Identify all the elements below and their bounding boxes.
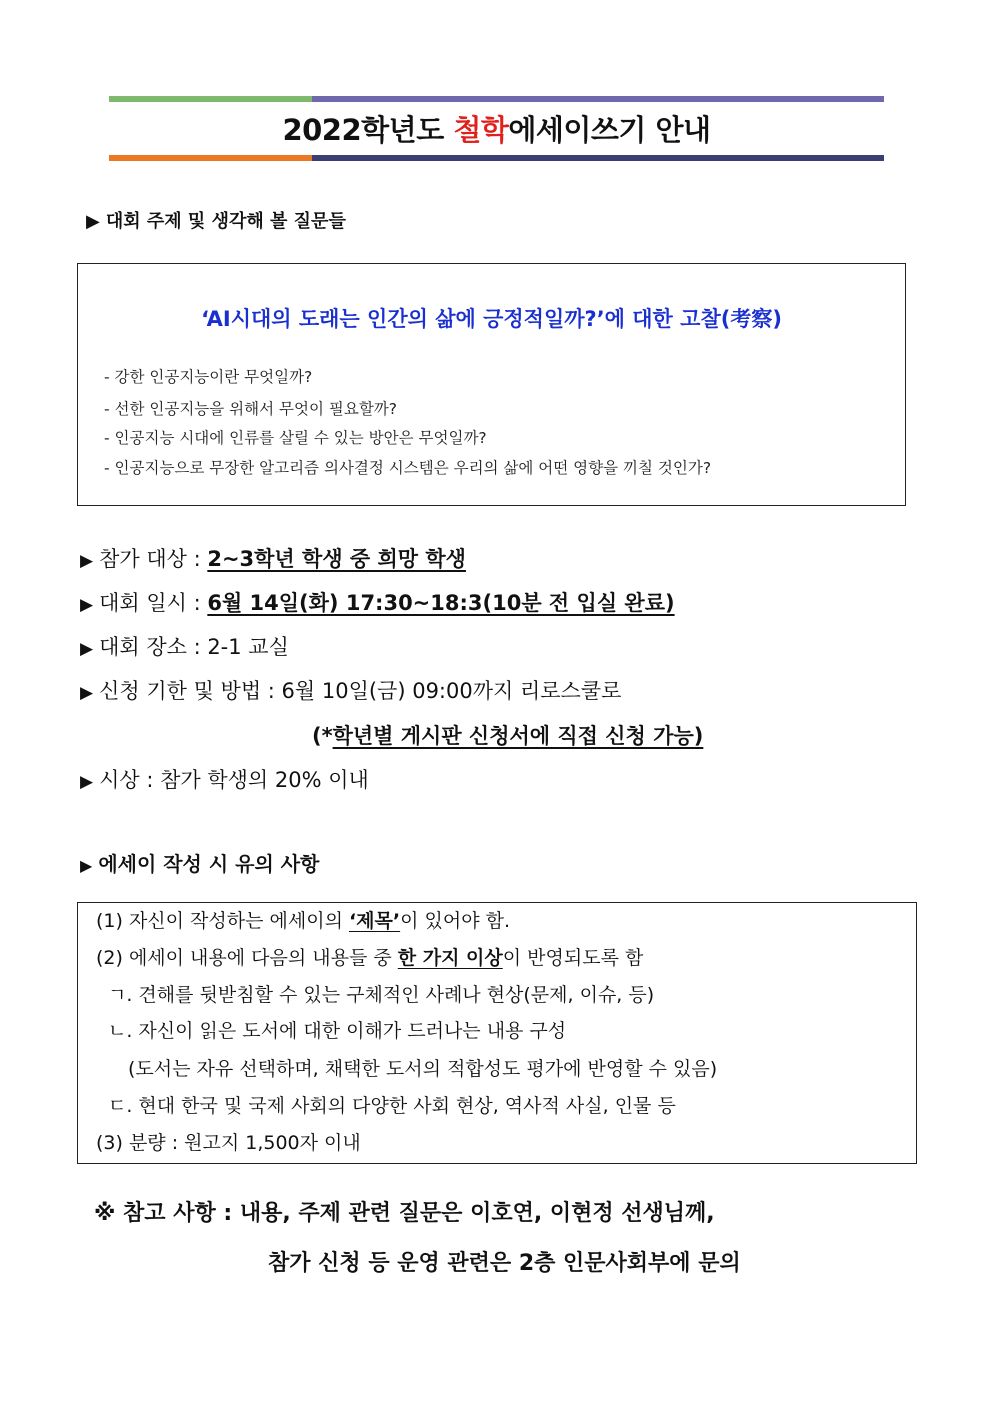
title-highlight: 철학 [453,113,509,147]
topic-box [77,263,906,506]
reference-line-2: 참가 신청 등 운영 관련은 2층 인문사회부에 문의 [268,1251,741,1276]
note-2b-sub: (도서는 자유 선택하며, 채택한 도서의 적합성도 평가에 반영할 수 있음) [128,1058,718,1080]
notes-box [77,902,917,1164]
notes-section-heading: ▶ 에세이 작성 시 유의 사항 [80,852,320,876]
info-place: ▶ 대회 장소 : 2-1 교실 [80,632,289,664]
info-apply: ▶ 신청 기한 및 방법 : 6월 10일(금) 09:00까지 리로스쿨로 [80,676,621,708]
info-award: ▶ 시상 : 참가 학생의 20% 이내 [80,765,369,797]
note-1: (1) 자신이 작성하는 에세이의 ‘제목’이 있어야 함. [96,910,511,932]
reference-line-1: ※ 참고 사항 : 내용, 주제 관련 질문은 이호연, 이현정 선생님께, [94,1201,715,1226]
header-bar-bottom-right [312,155,884,161]
header-bar-top-left [109,96,312,102]
page-title: 2022학년도 철학에세이쓰기 안내 [282,113,711,147]
note-2: (2) 에세이 내용에 다음의 내용들 중 한 가지 이상이 반영되도록 함 [96,947,644,969]
triangle-right-icon: ▶ [80,856,93,875]
question-item: - 선한 인공지능을 위해서 무엇이 필요할까? [104,400,397,418]
header-bar-bottom-left [109,155,312,161]
note-3: (3) 분량 : 원고지 1,500자 이내 [96,1132,361,1154]
triangle-right-icon: ▶ [86,211,100,232]
triangle-right-icon: ▶ [80,639,94,659]
info-datetime: ▶ 대회 일시 : 6월 14일(화) 17:30~18:3(10분 전 입실 완료) [80,588,675,620]
main-topic: ‘AI시대의 도래는 인간의 삶에 긍정적일까?’에 대한 고찰(考察) [201,307,782,331]
triangle-right-icon: ▶ [80,772,94,792]
question-item: - 강한 인공지능이란 무엇일까? [104,368,313,386]
note-2c: ㄷ. 현대 한국 및 국제 사회의 다양한 사회 현상, 역사적 사실, 인물 등 [108,1095,676,1117]
question-item: - 인공지능 시대에 인류를 살릴 수 있는 방안은 무엇일까? [104,429,487,447]
note-2a: ㄱ. 견해를 뒷받침할 수 있는 구체적인 사례나 현상(문제, 이슈, 등) [108,984,655,1006]
info-apply-sub: (*학년별 게시판 신청서에 직접 신청 가능) [312,724,704,748]
triangle-right-icon: ▶ [80,551,94,571]
triangle-right-icon: ▶ [80,683,94,703]
triangle-right-icon: ▶ [80,595,94,615]
info-target: ▶ 참가 대상 : 2~3학년 학생 중 희망 학생 [80,544,466,576]
topic-section-heading: ▶ 대회 주제 및 생각해 볼 질문들 [86,211,346,232]
question-item: - 인공지능으로 무장한 알고리즘 의사결정 시스템은 우리의 삶에 어떤 영향을 끼칠 것인가? [104,459,712,477]
note-2b: ㄴ. 자신이 읽은 도서에 대한 이해가 드러나는 내용 구성 [108,1020,567,1042]
header-bar-top-right [312,96,884,102]
